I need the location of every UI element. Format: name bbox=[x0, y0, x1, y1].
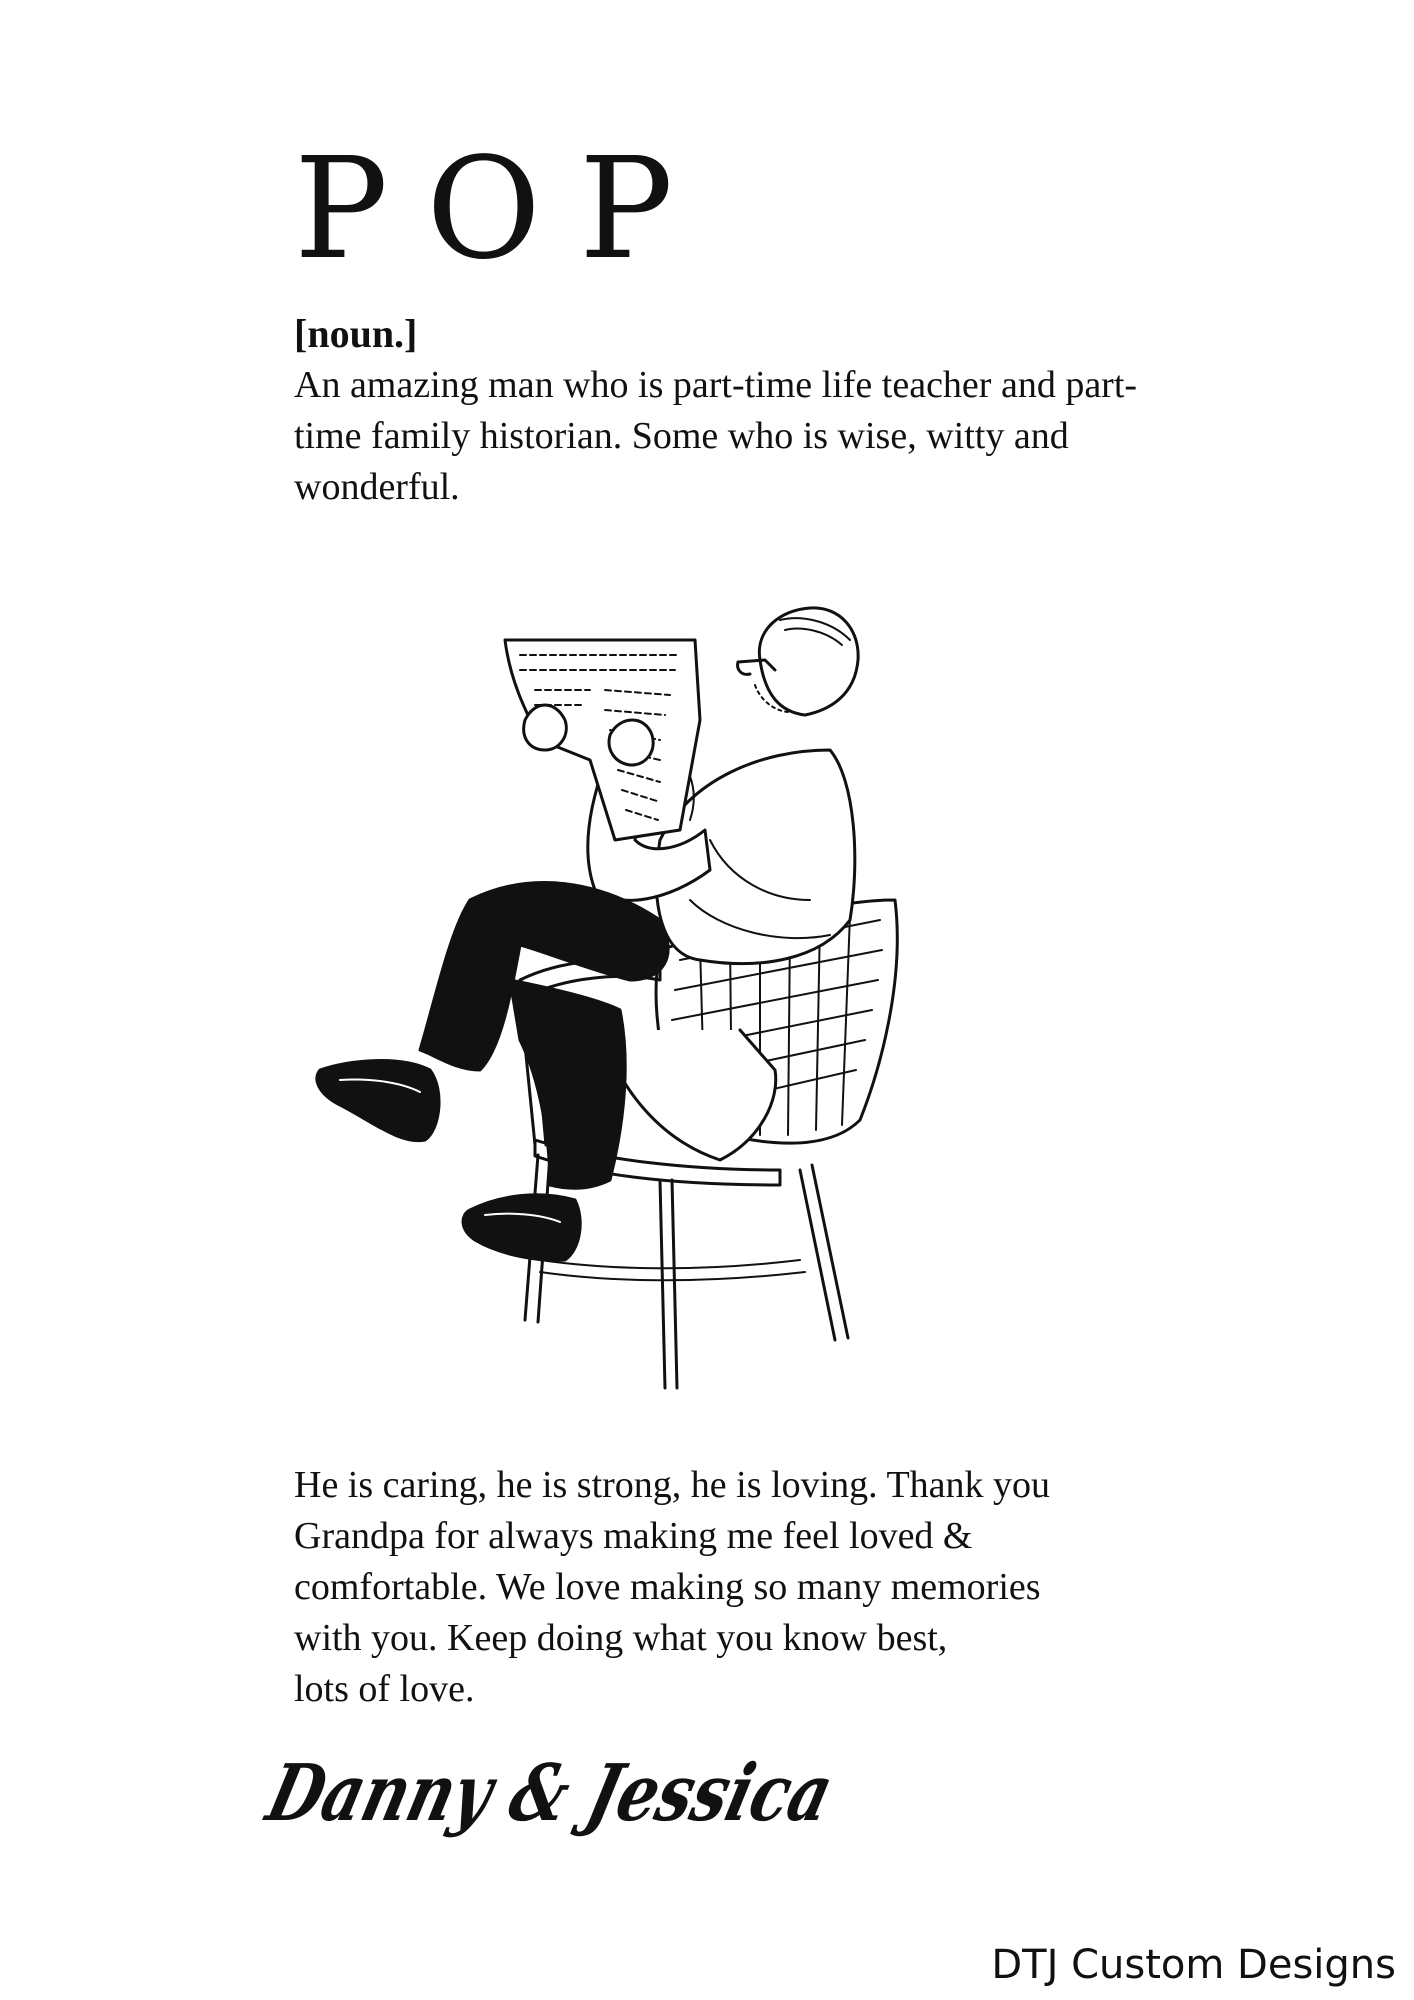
part-of-speech: [noun.] bbox=[294, 311, 418, 356]
head bbox=[759, 608, 858, 715]
message-line: He is caring, he is strong, he is loving. Thank you bbox=[294, 1464, 1051, 1506]
trousers bbox=[510, 980, 625, 1188]
message-line: lots of love. bbox=[294, 1668, 475, 1710]
message-line: comfortable. We love making so many memories bbox=[294, 1566, 1041, 1608]
message-line: Grandpa for always making me feel loved & bbox=[294, 1515, 973, 1557]
shoe bbox=[317, 1061, 439, 1141]
signature bbox=[258, 1730, 986, 1870]
hand bbox=[609, 720, 653, 765]
message-line: with you. Keep doing what you know best, bbox=[294, 1617, 948, 1659]
hand bbox=[524, 705, 567, 750]
brand-name: DTJ Custom Designs bbox=[991, 1942, 1396, 1988]
chair-leg bbox=[660, 1180, 677, 1388]
signature-text: Danny & Jessica bbox=[258, 1747, 986, 1839]
definition-text: An amazing man who is part-time life teacher and part-time family historian. Some who is wise, witty and wonderful. bbox=[294, 364, 1138, 508]
shoe bbox=[463, 1195, 580, 1261]
message-text bbox=[294, 1460, 1154, 1715]
poster-title: POP bbox=[294, 128, 712, 291]
man-reading-newspaper-illustration bbox=[360, 600, 1060, 1400]
chair-leg bbox=[800, 1165, 848, 1340]
